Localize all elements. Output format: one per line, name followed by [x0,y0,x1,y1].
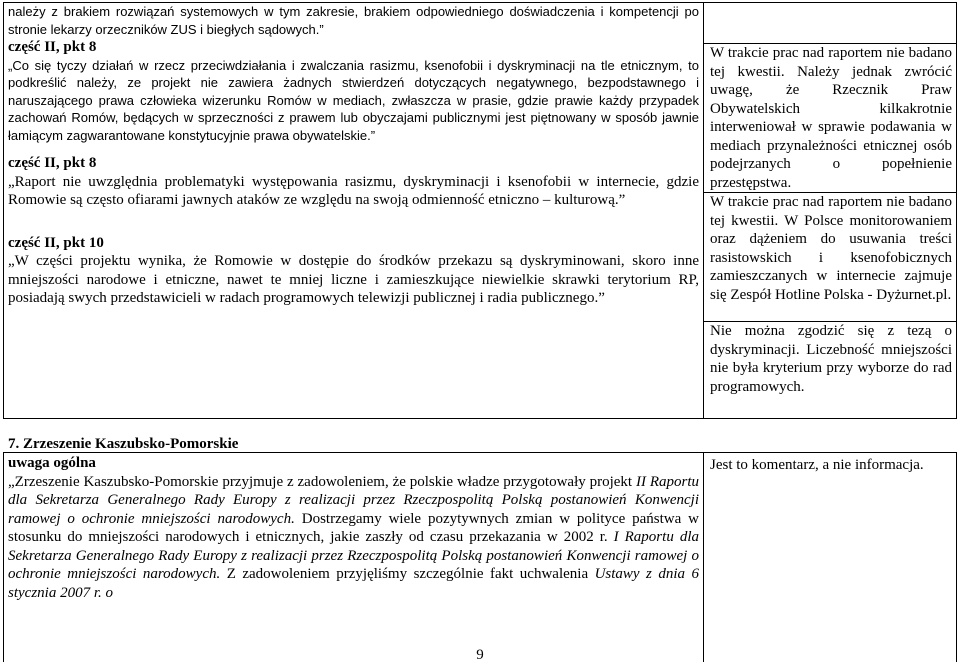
row1-response-cell [706,44,956,192]
table-border-row4 [3,418,957,419]
row1-response: W trakcie prac nad raportem nie badano tej kwestii. Należy jednak zwrócić uwagę, że Rzecznik Praw Obywatelskich kilkakrotnie interweniował w sprawie podawania w mediach przynależności etnicznej osób podejrzanych o popełnienie przestępstwa. [710,45,952,191]
row4-response-cell [706,456,956,475]
row4-left-cell [4,454,702,602]
row4-response: Jest to komentarz, a nie informacja. [710,457,924,473]
row4-quote-title-2: I Raportu dla Sekretarza Generalnego Rady Europy z realizacji przez Rzeczpospolitą Polską postanowień Konwencji ramowej o ochronie mniejszości narodowych. [8,529,699,582]
row4-quote-end: Z zadowoleniem przyjęliśmy szczególnie fakt uchwalenia [220,566,595,582]
row1-quote: „Co się tyczy działań w rzecz przeciwdziałania i zwalczania rasizmu, ksenofobii i dyskryminacji na tle etnicznym, to podkreślić należy, ze projekt nie zawiera żadnych stwierdzeń dotyczących negatywnego, bezpodstawnego i naruszającego prawa człowieka wizerunku Romów w mediach, zwłaszcza w prasie, gdzie prawie każdy przypadek zachowań Romów, będących w sprzeczności z prawem lub obyczajami publicznymi jest piętnowany w sposób jawnie łamiącym zagwarantowane konstytucyjnie prawa obywatelskie.” [8,57,699,143]
page-number: 9 [476,647,484,663]
row4-quote-intro: „Zrzeszenie Kaszubsko-Pomorskie przyjmuje z zadowoleniem, że polskie władze przygotowały projekt [8,473,636,490]
table-border-right [956,2,957,419]
section-7-title-cell [4,435,702,454]
row4-quote-title-1: II Raportu dla Sekretarza Generalnego Rady Europy z realizacji przez Rzeczpospolitą Polską postanowień Konwencji ramowej o ochronie mniejszości narodowych. [8,473,699,527]
table-border-middle-2 [703,452,704,662]
row2-response: W trakcie prac nad raportem nie badano tej kwestii. W Polsce monitorowaniem oraz dążeniem do usuwania treści rasistowskich i ksenofobicznych zamieszczanych w internecie zajmuje się Zespół Hotline Polska - Dyżurnet.pl. [710,194,952,303]
row2-quote: „Raport nie uwzględnia problematyki występowania rasizmu, dyskryminacji i ksenofobii w internecie, gdzie Romowie są często ofiarami jawnych ataków ze względu na swoją odmienność etniczno – kulturową.” [8,173,699,208]
row4-quote-title-3: Ustawy z dnia 6 stycznia 2007 r. o [8,566,700,601]
row2-response-cell [706,193,956,304]
row1-heading: część II, pkt 8 [8,39,97,55]
row3-quote: „W części projektu wynika, że Romowie w dostępie do środków przekazu są dyskryminowani, skoro inne mniejszości narodowe i etniczne, nawet te mniej liczne i zamieszkujące niewielkie skrawki terytorium RP, posiadają swych przedstawicieli w radach programowych telewizji publicznej i radia publicznego.” [8,253,699,306]
row3-heading: część II, pkt 10 [8,234,104,251]
top-left-text: należy z brakiem rozwiązań systemowych w tym zakresie, brakiem odpowiedniego doświadczenia i kompetencji po stronie lekarzy orzeczników ZUS i biegłych sądowych.” [8,4,699,37]
section-7-title: 7. Zrzeszenie Kaszubsko-Pomorskie [8,436,239,452]
row4-quote-mid: Dostrzegamy wiele pozytywnych zmian w polityce państwa w stosunku do mniejszości narodowych i etnicznych, jakie zaszły od czasu przekazania w 2002 r. [8,510,700,545]
table-border-right-2 [956,452,957,662]
left-cell-rows-1-3 [4,3,702,308]
row3-response: Nie można zgodzić się z tezą o dyskryminacji. Liczebność mniejszości nie była kryterium przy wyborze do rad programowych. [710,323,952,395]
row2-heading: część II, pkt 8 [8,155,97,171]
row4-quote [8,473,699,603]
row4-subheading: uwaga ogólna [8,455,96,471]
row3-response-cell [706,322,956,396]
table-border-middle [703,2,704,419]
